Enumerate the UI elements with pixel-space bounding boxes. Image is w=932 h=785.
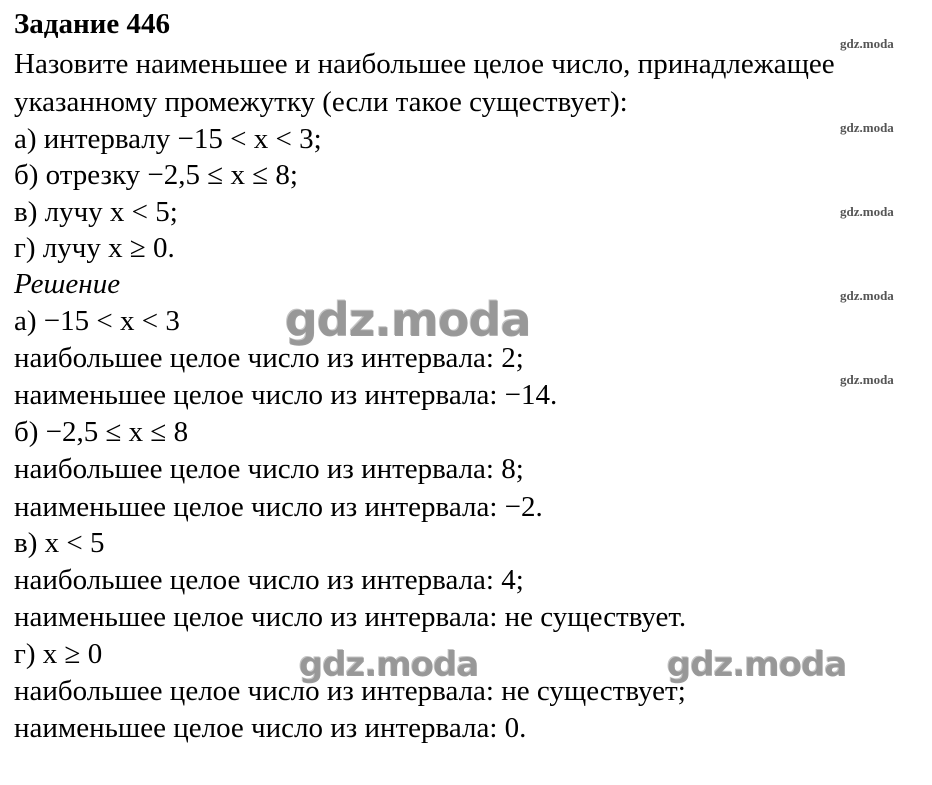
watermark-large: gdz.moda	[666, 644, 846, 684]
watermark-large: gdz.moda	[284, 292, 530, 346]
solution-line: наименьшее целое число из интервала: не существует.	[14, 601, 687, 633]
watermark-small: gdz.moda	[840, 288, 894, 303]
solution-line: в) x < 5	[14, 527, 105, 559]
task-text-line-2: указанному промежутку (если такое существует):	[14, 86, 628, 118]
solution-heading: Решение	[14, 268, 121, 300]
solution-line: г) x ≥ 0	[14, 638, 103, 670]
page-title: Задание 446	[14, 8, 171, 40]
solution-line: наибольшее целое число из интервала: 4;	[14, 564, 524, 596]
watermark-small: gdz.moda	[840, 372, 894, 387]
solution-line: наибольшее целое число из интервала: 2;	[14, 342, 524, 374]
task-item-v: в) лучу x < 5;	[14, 196, 178, 228]
task-item-a: а) интервалу −15 < x < 3;	[14, 123, 322, 155]
watermark-small: gdz.moda	[840, 120, 894, 135]
solution-line: наименьшее целое число из интервала: −2.	[14, 491, 543, 523]
solution-line: наибольшее целое число из интервала: не существует;	[14, 675, 686, 707]
watermark-small: gdz.moda	[840, 204, 894, 219]
solution-line: наименьшее целое число из интервала: 0.	[14, 712, 527, 744]
solution-line: б) −2,5 ≤ x ≤ 8	[14, 416, 189, 448]
task-item-b: б) отрезку −2,5 ≤ x ≤ 8;	[14, 159, 298, 191]
watermark-small: gdz.moda	[840, 36, 894, 51]
solution-line: наибольшее целое число из интервала: 8;	[14, 453, 524, 485]
watermark-large: gdz.moda	[298, 644, 478, 684]
solution-line: а) −15 < x < 3	[14, 305, 180, 337]
task-item-g: г) лучу x ≥ 0.	[14, 232, 175, 264]
task-text-line-1: Назовите наименьшее и наибольшее целое число, принадлежащее	[14, 48, 835, 80]
solution-line: наименьшее целое число из интервала: −14.	[14, 379, 558, 411]
